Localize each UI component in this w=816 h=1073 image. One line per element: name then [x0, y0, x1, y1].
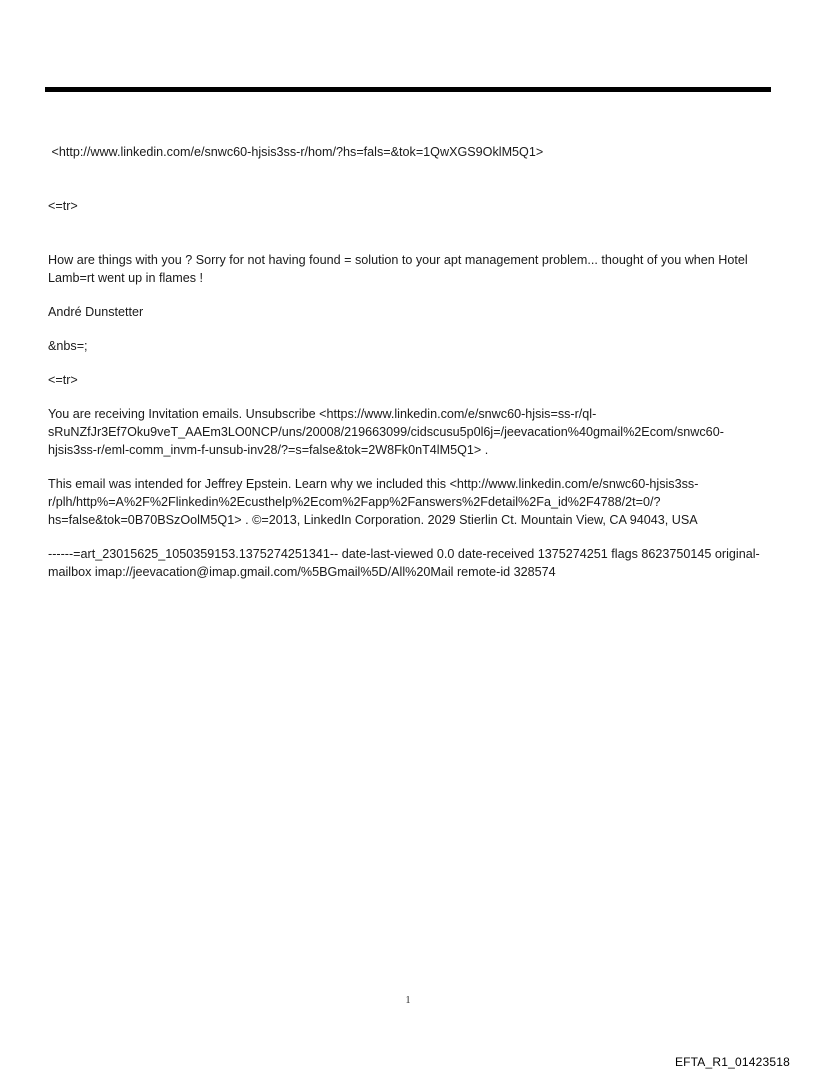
mime-metadata: ------=art_23015625_1050359153.1375274251341-- date-last-viewed 0.0 date-received 1375274251 flags 8623750145 original-mailbox imap://jeevacation@imap.gmail.com/%5BGmail%5D/All%20Mail remote-id 328574 — [48, 547, 760, 579]
sender-name: André Dunstetter — [48, 305, 144, 319]
nbsp-marker: &nbs=; — [48, 339, 88, 353]
linkedin-home-link[interactable]: <http://www.linkedin.com/e/snwc60-hjsis3ss-r/hom/?hs=fals=&tok=1QwXGS9OklM5Q1> — [48, 145, 544, 159]
tr-marker: <=tr> — [48, 199, 78, 213]
unsubscribe-notice[interactable]: You are receiving Invitation emails. Unsubscribe <https://www.linkedin.com/e/snwc60-hjsis=ss-r/ql-sRuNZfJr3Ef7Oku9veT_AAEm3LO0NCP/uns/20008/219663099/cidscusu5p0l6j=/jeevacation%40gmail%2Ecom/snwc60-hjsis3ss-r/eml-comm_invm-f-unsub-inv28/?=s=false&tok=2W8Fk0nT4lM5Q1> . — [48, 407, 724, 457]
message-text: How are things with you ? Sorry for not having found = solution to your apt management problem... thought of you when Hotel Lamb=rt went up in flames ! — [48, 253, 752, 285]
header-rule — [45, 87, 771, 92]
document-id: EFTA_R1_01423518 — [674, 1055, 790, 1069]
tr-marker: <=tr> — [48, 373, 78, 387]
email-body — [48, 143, 770, 581]
intended-recipient-notice[interactable]: This email was intended for Jeffrey Epstein. Learn why we included this <http://www.linkedin.com/e/snwc60-hjsis3ss-r/plh/http%=A%2F%2Flinkedin%2Ecusthelp%2Ecom%2Fapp%2Fanswers%2Fdetail%2Fa_id%2F4788/2t=0/?hs=false&tok=0B70BSzOolM5Q1> . ©=2013, LinkedIn Corporation. 2029 Stierlin Ct. Mountain View, CA 94043, USA — [48, 477, 699, 527]
page-number: 1 — [405, 995, 411, 1006]
